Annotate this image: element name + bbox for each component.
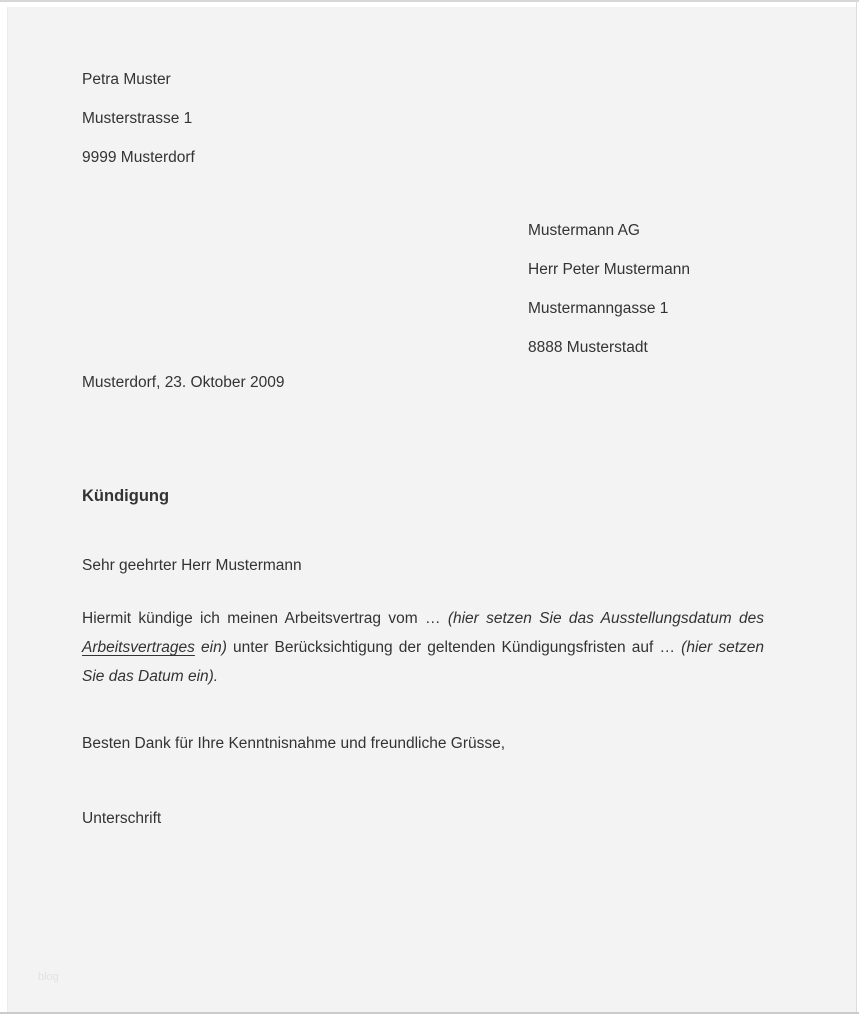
scan-edge-top — [0, 0, 859, 2]
recipient-contact: Herr Peter Mustermann — [528, 261, 690, 279]
subject-line: Kündigung — [82, 487, 170, 505]
sender-name: Petra Muster — [82, 71, 171, 89]
body-text-italic-1: (hier setzen Sie das Ausstellungsdatum des — [447, 610, 764, 627]
date-line: Musterdorf, 23. Oktober 2009 — [82, 374, 285, 391]
recipient-city: 8888 Musterstadt — [528, 338, 648, 356]
sender-street: Musterstrasse 1 — [82, 110, 193, 128]
recipient-street: Mustermanngasse 1 — [528, 300, 669, 318]
sender-city: 9999 Musterdorf — [82, 149, 195, 167]
signature-label: Unterschrift — [82, 810, 162, 827]
salutation: Sehr geehrter Herr Mustermann — [82, 557, 302, 574]
body-paragraph — [82, 604, 764, 691]
closing-line: Besten Dank für Ihre Kenntnisnahme und freundliche Grüsse, — [82, 735, 506, 752]
sender-address-block — [82, 51, 195, 187]
recipient-company: Mustermann AG — [528, 222, 640, 240]
body-text-italic-3: (hier setzen Sie das Datum ein). — [82, 639, 764, 685]
body-text-regular-1: Hiermit kündige ich meinen Arbeitsvertrag vom … — [82, 610, 448, 627]
scan-edge-left — [7, 7, 8, 1013]
recipient-address-block — [528, 202, 690, 377]
body-text-italic-2: ein) — [194, 639, 227, 656]
watermark-text: blog — [38, 971, 59, 983]
body-text-regular-2: unter Berücksichtigung der geltenden Kündigungsfristen auf … — [226, 639, 682, 656]
body-text-italic-underlined: Arbeitsvertrages — [82, 639, 195, 656]
scan-edge-right — [856, 2, 857, 1013]
scan-edge-bottom — [0, 1012, 859, 1014]
